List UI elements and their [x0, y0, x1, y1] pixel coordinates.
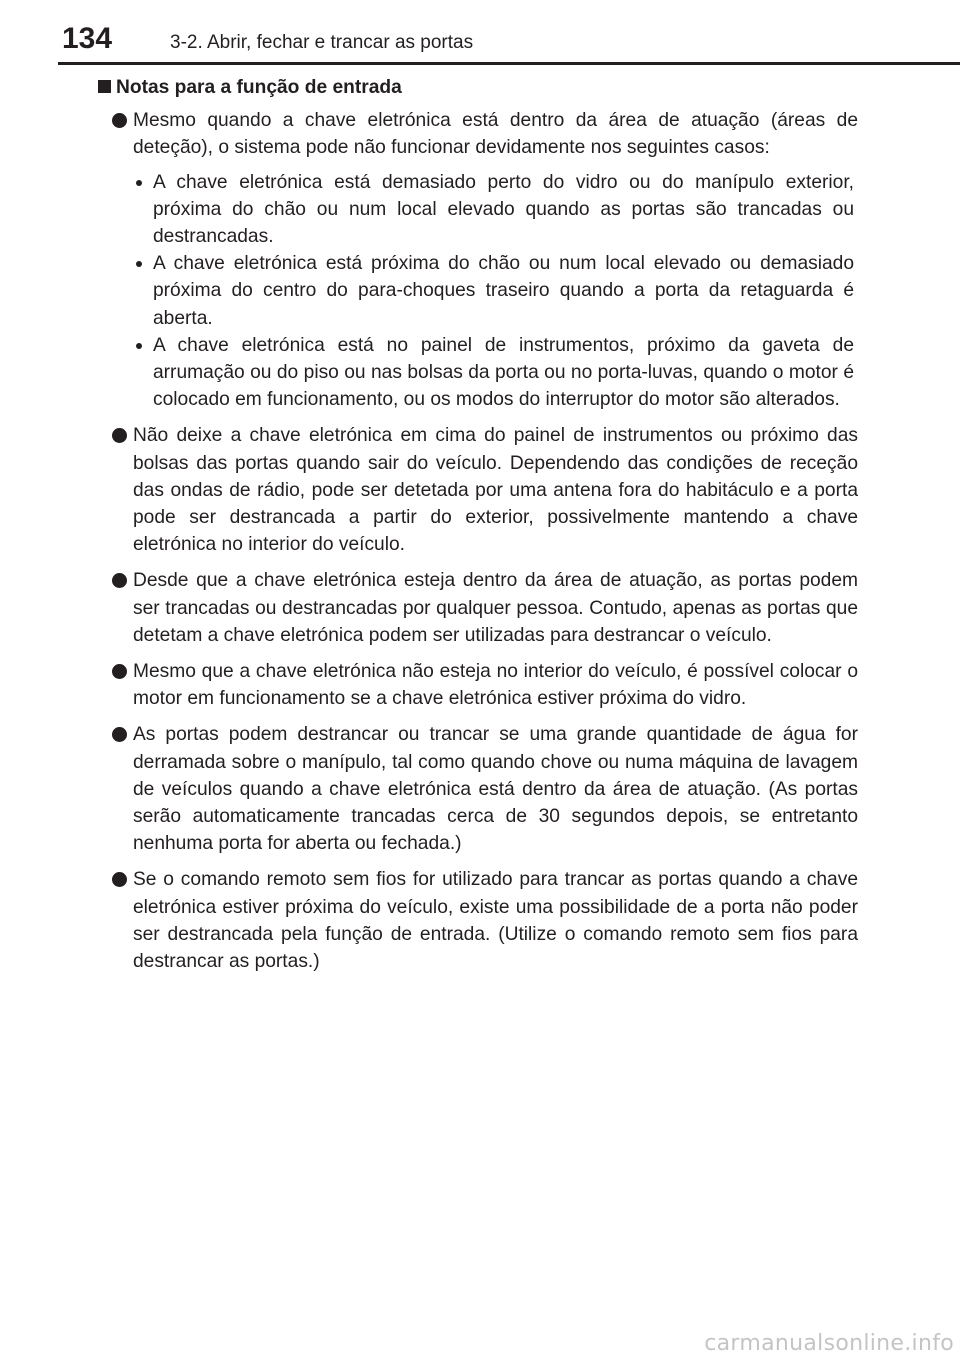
bullet-text: Desde que a chave eletrónica esteja dentro da área de atuação, as portas podem ser trancadas ou destrancadas por qualquer pessoa. Contudo, apenas as portas que detetam a chave eletrónica podem ser utilizadas para destrancar o veículo. [133, 570, 858, 646]
dot-bullet-icon [136, 180, 142, 186]
circle-bullet-icon [112, 664, 127, 679]
header-rule [58, 62, 960, 65]
sub-list [133, 169, 858, 414]
dot-bullet-icon [136, 261, 142, 267]
page-number: 134 [62, 22, 113, 55]
sub-item-text: A chave eletrónica está no painel de instrumentos, próximo da gaveta de arrumação ou do piso ou nas bolsas da porta ou no porta-luvas, quando o motor é colocado em funcionamento, ou os modos do interruptor do motor são alterados. [153, 334, 854, 411]
sub-item-text: A chave eletrónica está demasiado perto do vidro ou do manípulo exterior, próxima do chão ou num local elevado quando as portas são trancadas ou destrancadas. [153, 171, 854, 248]
page-header [0, 0, 960, 64]
bullet-item [98, 422, 858, 558]
bullet-item [98, 567, 858, 649]
section-title: Notas para a função de entrada [116, 77, 402, 98]
circle-bullet-icon [112, 113, 127, 128]
bullet-text: As portas podem destrancar ou trancar se uma grande quantidade de água for derramada sobre o manípulo, tal como quando chove ou numa máquina de lavagem de veículos quando a chave eletrónica está dentro da área de atuação. (As portas serão automaticamente trancadas cerca de 30 segundos depois, se entretanto nenhuma porta for aberta ou fechada.) [133, 724, 858, 855]
chapter-title: 3-2. Abrir, fechar e trancar as portas [170, 32, 474, 53]
circle-bullet-icon [112, 727, 127, 742]
bullet-text: Mesmo que a chave eletrónica não esteja no interior do veículo, é possível colocar o motor em funcionamento se a chave eletrónica estiver próxima do vidro. [133, 661, 858, 710]
circle-bullet-icon [112, 573, 127, 588]
bullet-item [98, 721, 858, 857]
circle-bullet-icon [112, 872, 127, 887]
sub-list-item [133, 250, 854, 332]
sub-list-item [133, 332, 854, 414]
bullet-item [98, 866, 858, 975]
bullet-text: Mesmo quando a chave eletrónica está dentro da área de atuação (áreas de deteção), o sistema pode não funcionar devidamente nos seguintes casos: [133, 110, 858, 159]
circle-bullet-icon [112, 428, 127, 443]
bullet-item [98, 658, 858, 712]
bullet-item [98, 107, 858, 413]
watermark: carmanualsonline.info [704, 1331, 954, 1356]
square-bullet-icon [98, 80, 111, 93]
bullet-text: Se o comando remoto sem fios for utilizado para trancar as portas quando a chave eletrónica estiver próxima do veículo, existe uma possibilidade de a porta não poder ser destrancada pela função de entrada. (Utilize o comando remoto sem fios para destrancar as portas.) [133, 869, 858, 973]
sub-item-text: A chave eletrónica está próxima do chão ou num local elevado ou demasiado próxima do centro do para-choques traseiro quando a porta da retaguarda é aberta. [153, 253, 854, 329]
page-content [98, 74, 858, 984]
bullet-text: Não deixe a chave eletrónica em cima do painel de instrumentos ou próximo das bolsas das portas quando sair do veículo. Dependendo das condições de receção das ondas de rádio, pode ser detetada por uma antena fora do habitáculo e a porta pode ser destrancada a partir do exterior, possivelmente mantendo a chave eletrónica no interior do veículo. [133, 425, 858, 556]
section-heading [98, 74, 858, 101]
sub-list-item [133, 169, 854, 251]
dot-bullet-icon [136, 343, 142, 349]
